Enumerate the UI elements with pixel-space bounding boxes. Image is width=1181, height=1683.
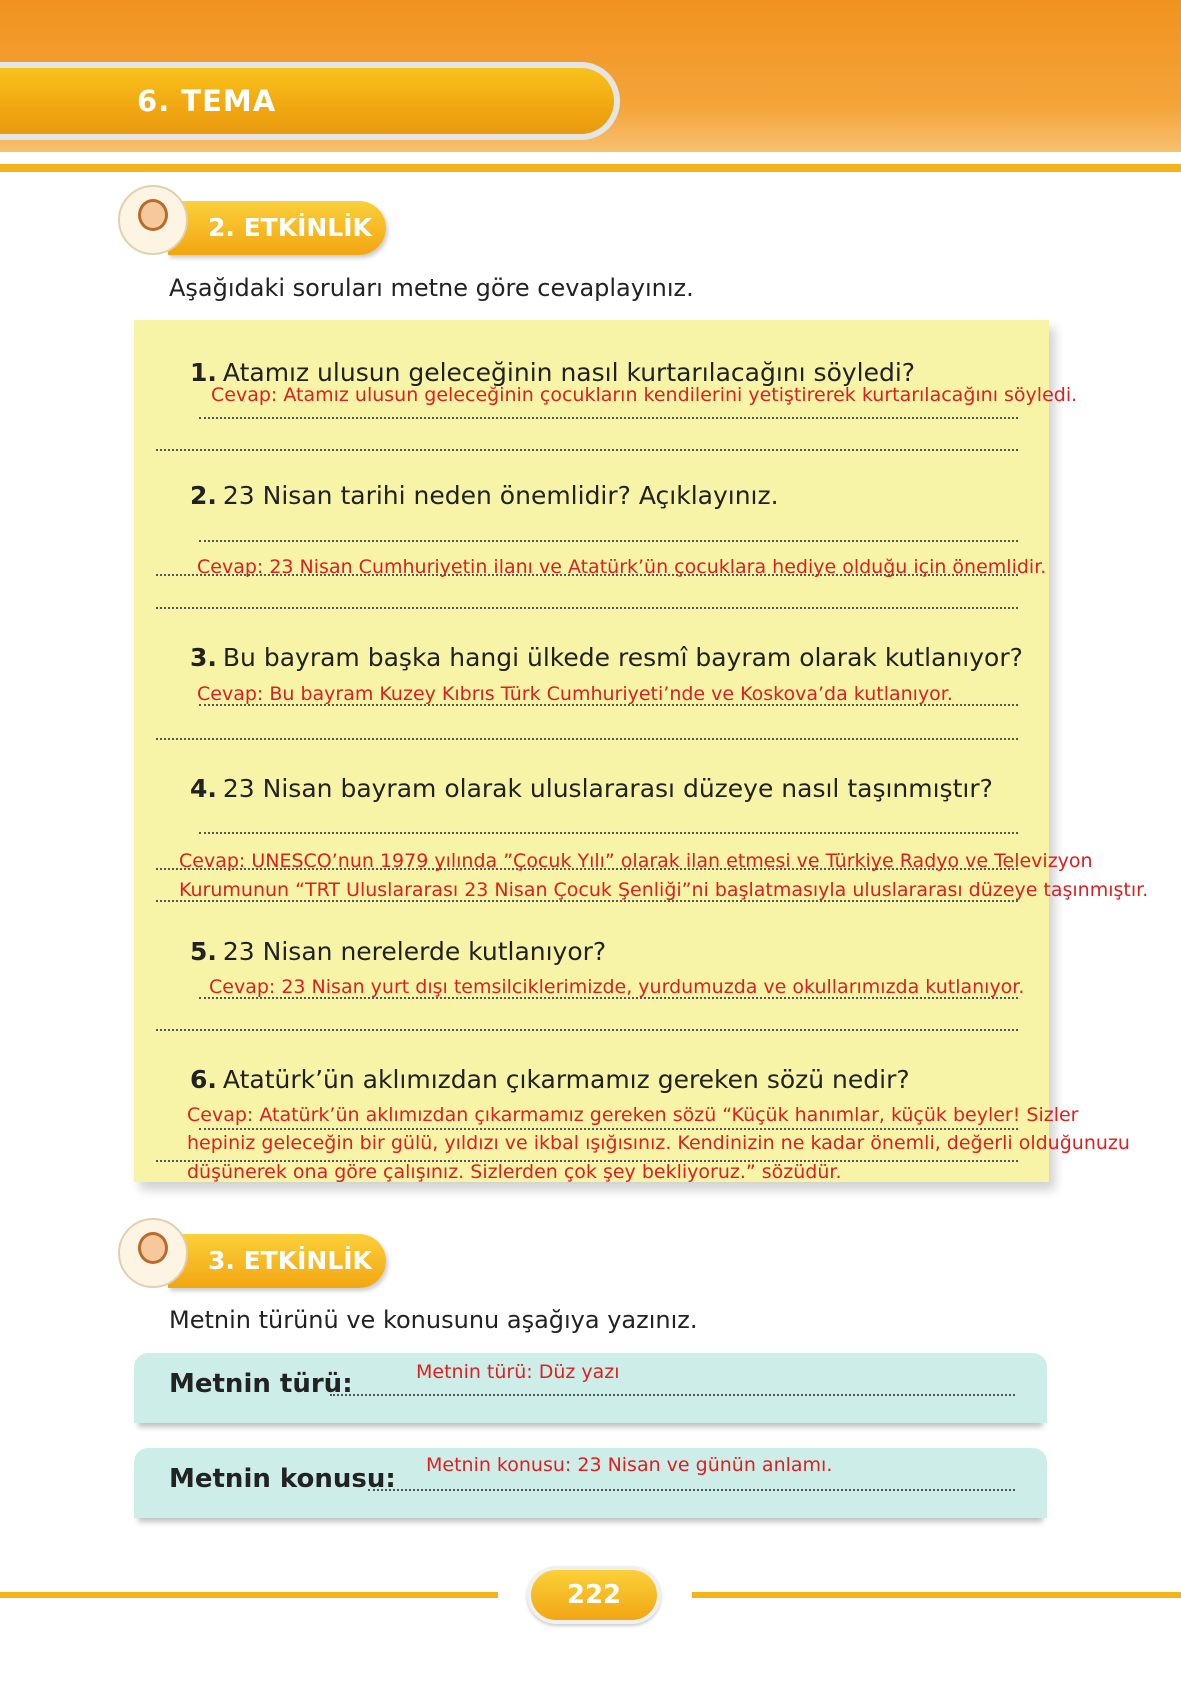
question-text: 23 Nisan nerelerde kutlanıyor? bbox=[222, 937, 607, 966]
question-text: Atamız ulusun geleceğinin nasıl kurtarılacağını söyledi? bbox=[222, 358, 916, 387]
answer-line bbox=[199, 704, 1018, 706]
page-number: 222 bbox=[531, 1570, 657, 1620]
footer-line bbox=[692, 1592, 1181, 1598]
question-number: 2. bbox=[190, 481, 217, 510]
question-3 bbox=[190, 643, 1023, 672]
question-1 bbox=[190, 358, 915, 387]
question-number: 6. bbox=[190, 1065, 217, 1094]
answer-4-line-2: Kurumunun “TRT Uluslararası 23 Nisan Çocuk Şenliği”ni başlatmasıyla uluslararası düzeye taşınmıştır. bbox=[179, 879, 1149, 901]
activity-3-title: 3. ETKİNLİK bbox=[208, 1246, 372, 1275]
answer-6-line-2: hepiniz geleceğin bir gülü, yıldızı ve ikbal ışığısınız. Kendinizin ne kadar önemli, değerli olduğunuzu bbox=[187, 1132, 1130, 1154]
answer-2: Cevap: 23 Nisan Cumhuriyetin ilanı ve Atatürk’ün çocuklara hediye olduğu için önemlidir. bbox=[197, 556, 1047, 578]
answer-6-line-1: Cevap: Atatürk’ün aklımızdan çıkarmamız gereken sözü “Küçük hanımlar, küçük beyler! Sizler bbox=[187, 1104, 1079, 1126]
question-2 bbox=[190, 481, 779, 510]
answer-line bbox=[330, 1394, 1015, 1396]
question-number: 1. bbox=[190, 358, 217, 387]
activity-3-instruction: Metnin türünü ve konusunu aşağıya yazınız. bbox=[169, 1306, 698, 1334]
answer-5: Cevap: 23 Nisan yurt dışı temsilciklerimizde, yurdumuzda ve okullarımızda kutlanıyor. bbox=[209, 976, 1025, 998]
question-5 bbox=[190, 937, 606, 966]
answer-line bbox=[368, 1489, 1015, 1491]
answer-line bbox=[199, 540, 1018, 542]
answer-line bbox=[156, 449, 1018, 451]
answer-line bbox=[199, 997, 1018, 999]
answer-line bbox=[156, 900, 1018, 902]
girl-writing-icon bbox=[118, 1218, 188, 1288]
divider bbox=[0, 164, 1181, 172]
answer-line bbox=[199, 832, 1018, 834]
question-text: 23 Nisan bayram olarak uluslararası düzeye nasıl taşınmıştır? bbox=[222, 774, 993, 803]
activity-2-title: 2. ETKİNLİK bbox=[208, 213, 372, 242]
activity-2-instruction: Aşağıdaki soruları metne göre cevaplayınız. bbox=[169, 274, 694, 302]
answer-3: Cevap: Bu bayram Kuzey Kıbrıs Türk Cumhuriyeti’nde ve Koskova’da kutlanıyor. bbox=[197, 683, 953, 705]
girl-writing-icon bbox=[118, 185, 188, 255]
question-number: 4. bbox=[190, 774, 217, 803]
answer-1: Cevap: Atamız ulusun geleceğinin çocukların kendilerini yetiştirerek kurtarılacağını söyledi. bbox=[211, 384, 1078, 406]
text-type-label: Metnin türü: bbox=[169, 1369, 353, 1399]
theme-bar bbox=[0, 62, 620, 140]
footer-line bbox=[0, 1592, 498, 1598]
theme-title: 6. TEMA bbox=[137, 84, 277, 118]
activity-2-badge bbox=[168, 201, 386, 255]
answer-line bbox=[156, 738, 1018, 740]
question-text: 23 Nisan tarihi neden önemlidir? Açıklayınız. bbox=[222, 481, 779, 510]
activity-3-badge bbox=[168, 1234, 386, 1288]
page-number-badge bbox=[527, 1566, 661, 1624]
question-number: 5. bbox=[190, 937, 217, 966]
question-6 bbox=[190, 1065, 910, 1094]
question-text: Atatürk’ün aklımızdan çıkarmamız gereken sözü nedir? bbox=[222, 1065, 910, 1094]
text-topic-label: Metnin konusu: bbox=[169, 1464, 396, 1494]
answer-line bbox=[199, 1128, 1018, 1130]
answer-line bbox=[156, 1029, 1018, 1031]
answer-line bbox=[156, 607, 1018, 609]
answer-line bbox=[199, 417, 1018, 419]
answer-6-line-3: düşünerek ona göre çalışınız. Sizlerden çok şey bekliyoruz.” sözüdür. bbox=[187, 1161, 842, 1183]
text-type-answer: Metnin türü: Düz yazı bbox=[416, 1361, 620, 1383]
answer-4-line-1: Cevap: UNESCO’nun 1979 yılında ”Çocuk Yılı” olarak ilan etmesi ve Türkiye Radyo ve Televizyon bbox=[179, 850, 1093, 872]
text-topic-answer: Metnin konusu: 23 Nisan ve günün anlamı. bbox=[426, 1454, 833, 1476]
answer-line bbox=[156, 574, 1018, 576]
question-number: 3. bbox=[190, 643, 217, 672]
question-4 bbox=[190, 774, 993, 803]
question-text: Bu bayram başka hangi ülkede resmî bayram olarak kutlanıyor? bbox=[222, 643, 1023, 672]
